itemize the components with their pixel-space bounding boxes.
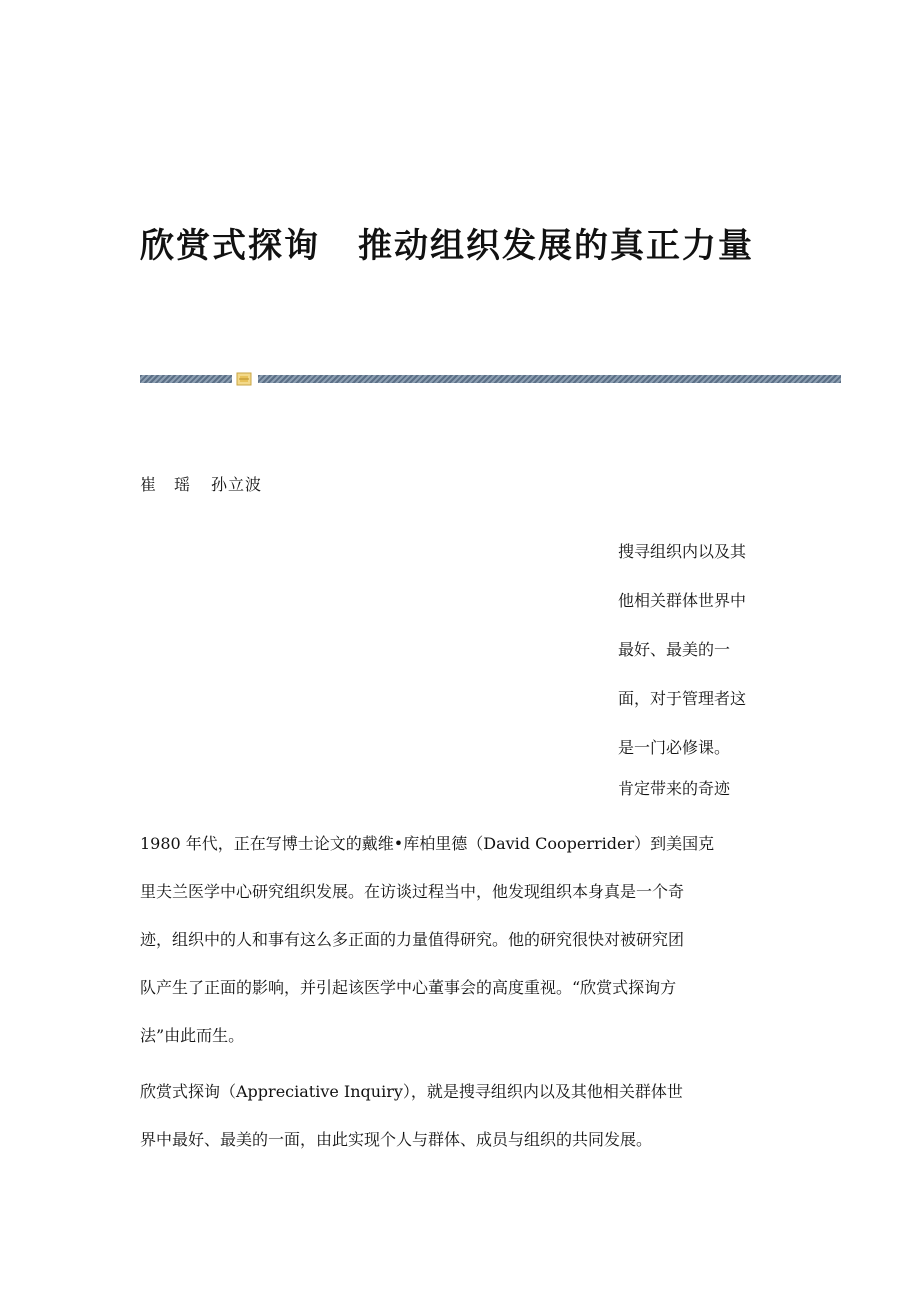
paragraph-line: 界中最好、最美的一面，由此实现个人与群体、成员与组织的共同发展。 [140, 1130, 653, 1149]
pull-quote-line: 他相关群体世界中 [618, 591, 747, 610]
paragraph-line: 队产生了正面的影响，并引起该医学中心董事会的高度重视。“欣赏式探询方 [140, 978, 677, 997]
pull-quote-line: 最好、最美的一 [618, 640, 731, 659]
pull-quote-line: 搜寻组织内以及其 [618, 542, 747, 561]
section-subheading: 肯定带来的奇迹 [618, 779, 731, 798]
title-part-1: 欣赏式探询 [140, 226, 320, 266]
pull-quote-line: 是一门必修课。 [618, 738, 731, 757]
paragraph-line: 欣赏式探询（Appreciative Inquiry），就是搜寻组织内以及其他相关群体世 [140, 1082, 683, 1101]
pull-quote-line: 面，对于管理者这 [618, 689, 747, 708]
paragraph-1 [140, 820, 780, 1060]
paragraph-line: 里夫兰医学中心研究组织发展。在访谈过程当中，他发现组织本身真是一个奇 [140, 882, 685, 901]
decorative-divider [140, 375, 841, 383]
ornament-icon [236, 372, 252, 386]
author-line [140, 472, 262, 495]
article-title [140, 218, 754, 267]
divider-bar-right [258, 375, 841, 383]
paragraph-2 [140, 1068, 780, 1164]
author-1: 崔 瑶 [140, 475, 192, 494]
title-part-2: 推动组织发展的真正力量 [358, 226, 754, 266]
divider-bar-left [140, 375, 232, 383]
paragraph-line: 迹，组织中的人和事有这么多正面的力量值得研究。他的研究很快对被研究团 [140, 930, 685, 949]
paragraph-line: 1980 年代，正在写博士论文的戴维•库柏里德（David Cooperrider）到美国克 [140, 834, 715, 853]
author-2: 孙立波 [211, 475, 263, 494]
paragraph-line: 法”由此而生。 [140, 1026, 245, 1045]
pull-quote [618, 527, 788, 772]
